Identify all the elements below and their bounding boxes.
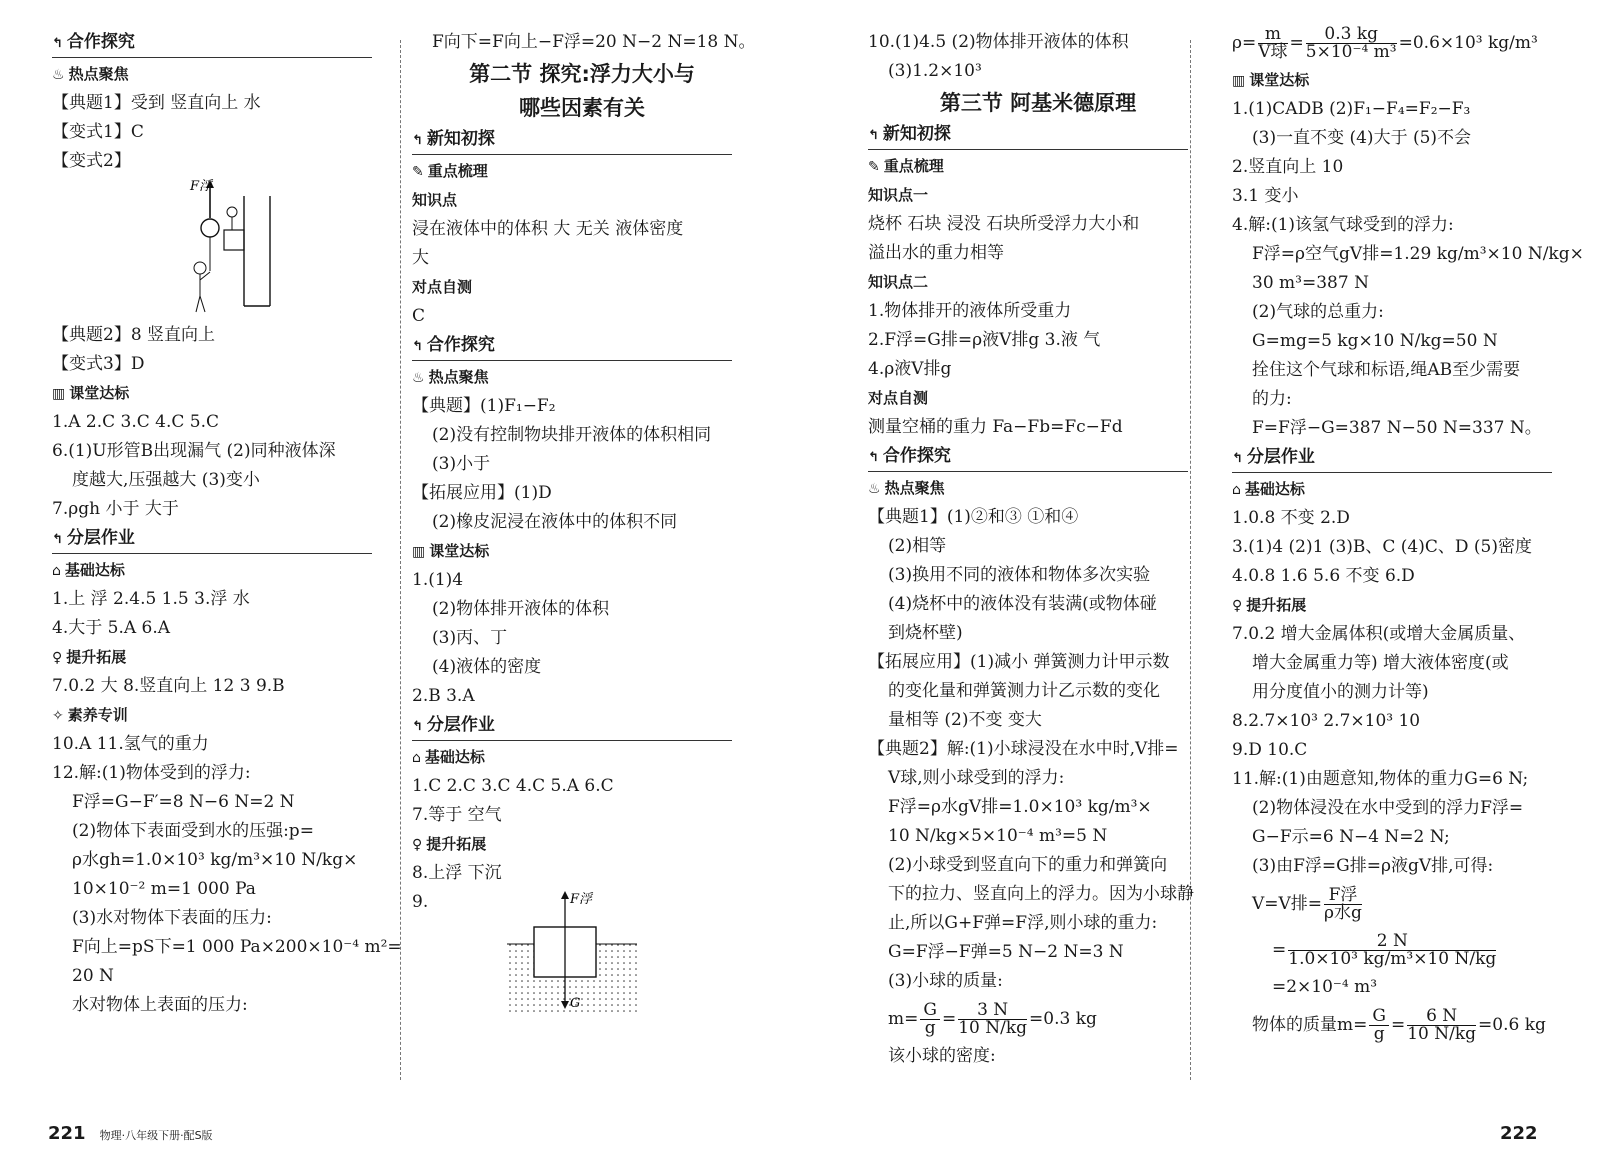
section-heading-new: ↰ 新知初探 — [412, 125, 732, 155]
page-number-right: 222 — [1500, 1123, 1538, 1144]
right-footer — [1500, 1123, 1538, 1144]
knowledge-point-label: 知识点一 — [868, 186, 929, 204]
answer-line: (3)由F浮=G排=ρ液gV排,可得: — [1252, 856, 1494, 876]
force-diagram — [412, 889, 752, 1014]
answer-line: 浸在液体中的体积 大 无关 液体密度 — [412, 219, 684, 239]
book-icon: ▥ — [52, 386, 66, 402]
answer-line: 大 — [412, 248, 429, 268]
subheading-class: ▥ 课堂达标 — [52, 379, 392, 408]
section-heading-coop: ↰ 合作探究 — [412, 331, 732, 361]
buoyancy-label: F浮 — [190, 179, 213, 194]
column-4 — [1232, 24, 1584, 1048]
chapter-title: 第三节 阿基米德原理 — [939, 91, 1137, 115]
volume-formula-step: = $\frac{2 N}{\text{1.0×10³ kg/m³×10 N/kg}}$ — [1272, 931, 1497, 969]
answer-line: 9.D 10.C — [1232, 740, 1308, 760]
answer-line: 3.(1)4 (2)1 (3)B、C (4)C、D (5)密度 — [1232, 537, 1533, 557]
answer-line: (4)液体的密度 — [432, 657, 542, 677]
subheading-hot: ♨ 热点聚焦 — [868, 474, 1208, 503]
answer-line: 用分度值小的测力计等) — [1252, 682, 1429, 702]
section-arrow-icon: ↰ — [1232, 451, 1243, 466]
column-3 — [868, 28, 1208, 1071]
answer-line: 7.等于 空气 — [412, 805, 502, 825]
answer-line: F浮=ρ水gV排=1.0×10³ kg/m³× — [888, 797, 1152, 817]
answer-line: ρ水gh=1.0×10³ kg/m³×10 N/kg× — [72, 850, 358, 870]
answer-line: 20 N — [72, 966, 114, 986]
answer-line: (2)物体下表面受到水的压强:p= — [72, 821, 314, 841]
section-heading-layer: ↰ 分层作业 — [52, 524, 372, 554]
subheading-extend: ♀ 提升拓展 — [412, 830, 752, 859]
answer-line: 该小球的密度: — [888, 1046, 996, 1066]
answer-line: 水对物体上表面的压力: — [72, 995, 248, 1015]
answer-line: 10×10⁻² m=1 000 Pa — [72, 879, 256, 899]
answer-line: (2)橡皮泥浸在液体中的体积不同 — [432, 512, 678, 532]
section-arrow-icon: ↰ — [52, 532, 63, 547]
answer-line: =2×10⁻⁴ m³ — [1272, 977, 1378, 997]
answer-line: 1.A 2.C 3.C 4.C 5.C — [52, 412, 220, 432]
answer-line: 4.大于 5.A 6.A — [52, 618, 171, 638]
answer-line: (2)相等 — [888, 536, 947, 556]
pulley-figure — [52, 176, 392, 321]
subheading-extend: ♀ 提升拓展 — [52, 643, 392, 672]
answer-line: G=mg=5 kg×10 N/kg=50 N — [1252, 331, 1498, 351]
mass-formula: m= $\frac{G}{g}$ = $\frac{3 N}{10 N/kg}$ =0.3 kg — [888, 1000, 1097, 1038]
book-icon: ▥ — [1232, 73, 1246, 89]
answer-line: 烧杯 石块 浸没 石块所受浮力大小和 — [868, 214, 1140, 234]
answer-line: (2)物体浸没在水中受到的浮力F浮= — [1252, 798, 1524, 818]
column-2 — [412, 28, 756, 1014]
answer-line: 1.0.8 不变 2.D — [1232, 508, 1350, 528]
gravity-label: G — [570, 996, 581, 1011]
subheading-hot: ♨ 热点聚焦 — [412, 363, 752, 392]
section-arrow-icon: ↰ — [52, 36, 63, 51]
answer-line: 6.(1)U形管B出现漏气 (2)同种液体深 — [52, 441, 336, 461]
answer-line: 4.0.8 1.6 5.6 不变 6.D — [1232, 566, 1415, 586]
pulley-diagram — [52, 176, 392, 321]
pencil-icon: ✎ — [868, 159, 880, 175]
answer-line: 【典题2】解:(1)小球浸没在水中时,V排= — [868, 739, 1179, 759]
answer-line: (3)水对物体下表面的压力: — [72, 908, 272, 928]
subheading-key: ✎ 重点梳理 — [412, 157, 752, 186]
star-icon: ✧ — [52, 708, 64, 724]
answer-line: 量相等 (2)不变 变大 — [888, 710, 1042, 730]
bulb-icon: ♀ — [412, 837, 423, 853]
page-number-left: 221 — [48, 1123, 86, 1144]
answer-line: G=F浮−F弹=5 N−2 N=3 N — [888, 942, 1124, 962]
answer-line: 7.0.2 大 8.竖直向上 12 3 9.B — [52, 676, 285, 696]
answer-line: 测量空桶的重力 Fa−Fb=Fc−Fd — [868, 417, 1123, 437]
answer-line: 10.(1)4.5 (2)物体排开液体的体积 — [868, 32, 1129, 52]
buoyancy-label: F浮 — [570, 892, 593, 907]
answer-line: 9. — [412, 892, 429, 912]
answer-line: 【变式1】C — [52, 122, 144, 142]
answer-line: 【典题2】8 竖直向上 — [52, 325, 216, 345]
answer-line: (3)小球的质量: — [888, 971, 1003, 991]
subheading-basic: ⌂ 基础达标 — [1232, 475, 1562, 504]
answer-line: (3)丙、丁 — [432, 628, 508, 648]
section-heading-layer: ↰ 分层作业 — [1232, 443, 1552, 473]
volume-formula: V=V排= $\frac{\text{F浮}}{\text{ρ水g}}$ — [1252, 885, 1362, 923]
answer-line: 2.竖直向上 10 — [1232, 157, 1344, 177]
subheading-class: ▥ 课堂达标 — [1232, 66, 1562, 95]
answer-line: 11.解:(1)由题意知,物体的重力G=6 N; — [1232, 769, 1529, 789]
answer-line: 的力: — [1252, 389, 1292, 409]
floating-block-figure — [412, 889, 752, 1014]
answer-line: 1.物体排开的液体所受重力 — [868, 301, 1072, 321]
column-1 — [52, 28, 402, 1020]
answer-line: 1.(1)4 — [412, 570, 464, 590]
section-heading-coop: ↰ 合作探究 — [52, 28, 372, 58]
answer-line: 【变式3】D — [52, 354, 145, 374]
subheading-basic: ⌂ 基础达标 — [412, 743, 752, 772]
column-divider-left — [400, 40, 402, 1080]
answer-line: 止,所以G+F弹=F浮,则小球的重力: — [888, 913, 1158, 933]
answer-line: 【典题1】(1)②和③ ①和④ — [868, 507, 1079, 527]
answer-line: F浮=G−F′=8 N−6 N=2 N — [72, 792, 295, 812]
section-arrow-icon: ↰ — [412, 719, 423, 734]
answer-line: 1.上 浮 2.4.5 1.5 3.浮 水 — [52, 589, 250, 609]
answer-line: 增大金属重力等) 增大液体密度(或 — [1252, 653, 1509, 673]
subheading-extend: ♀ 提升拓展 — [1232, 591, 1562, 620]
answer-line: 溢出水的重力相等 — [868, 243, 1004, 263]
section-heading-layer: ↰ 分层作业 — [412, 711, 732, 741]
answer-line: 2.B 3.A — [412, 686, 475, 706]
answer-line: F向下=F向上−F浮=20 N−2 N=18 N。 — [432, 32, 756, 52]
knowledge-point-label: 知识点二 — [868, 273, 929, 291]
base-icon: ⌂ — [52, 563, 61, 579]
answer-line: (3)换用不同的液体和物体多次实验 — [888, 565, 1151, 585]
pencil-icon: ✎ — [412, 164, 424, 180]
answer-line: (3)小于 — [432, 454, 491, 474]
section-heading-new: ↰ 新知初探 — [868, 120, 1188, 150]
answer-line: 30 m³=387 N — [1252, 273, 1369, 293]
answer-line: 【拓展应用】(1)减小 弹簧测力计甲示数 — [868, 652, 1170, 672]
answer-line: 2.F浮=G排=ρ液V排g 3.液 气 — [868, 330, 1101, 350]
answer-line: 3.1 变小 — [1232, 186, 1299, 206]
flame-icon: ♨ — [412, 370, 425, 386]
answer-line: (2)气球的总重力: — [1252, 302, 1384, 322]
answer-line: 1.C 2.C 3.C 4.C 5.A 6.C — [412, 776, 614, 796]
answer-line: V球,则小球受到的浮力: — [888, 768, 1065, 788]
answer-line: (4)烧杯中的液体没有装满(或物体碰 — [888, 594, 1157, 614]
answer-line: 1.(1)CADB (2)F₁−F₄=F₂−F₃ — [1232, 99, 1471, 119]
answer-line: 7.0.2 增大金属体积(或增大金属质量、 — [1232, 624, 1526, 644]
base-icon: ⌂ — [1232, 482, 1241, 498]
answer-line: F=F浮−G=387 N−50 N=337 N。 — [1252, 418, 1542, 438]
answer-line: F向上=pS下=1 000 Pa×200×10⁻⁴ m²= — [72, 937, 402, 957]
answer-line: 10.A 11.氢气的重力 — [52, 734, 209, 754]
left-footer — [48, 1123, 213, 1144]
knowledge-point-label: 知识点 — [412, 191, 458, 209]
subheading-key: ✎ 重点梳理 — [868, 152, 1208, 181]
answer-line: 10 N/kg×5×10⁻⁴ m³=5 N — [888, 826, 1108, 846]
bulb-icon: ♀ — [52, 650, 63, 666]
answer-line: 8.2.7×10³ 2.7×10³ 10 — [1232, 711, 1421, 731]
book-icon: ▥ — [412, 544, 426, 560]
answer-line: (2)小球受到竖直向下的重力和弹簧向 — [888, 855, 1168, 875]
answer-line: (3)一直不变 (4)大于 (5)不会 — [1252, 128, 1472, 148]
chapter-title-cont: 哪些因素有关 — [519, 96, 645, 120]
answer-line: 到烧杯壁) — [888, 623, 963, 643]
answer-line: 4.解:(1)该氢气球受到的浮力: — [1232, 215, 1454, 235]
subheading-hot: ♨ 热点聚焦 — [52, 60, 392, 89]
section-arrow-icon: ↰ — [412, 339, 423, 354]
answer-line: (2)没有控制物块排开液体的体积相同 — [432, 425, 712, 445]
subheading-basic: ⌂ 基础达标 — [52, 556, 392, 585]
flame-icon: ♨ — [52, 67, 65, 83]
chapter-title: 第二节 探究:浮力大小与 — [469, 62, 695, 86]
flame-icon: ♨ — [868, 481, 881, 497]
answer-line: 度越大,压强越大 (3)变小 — [72, 470, 260, 490]
self-test-label: 对点自测 — [868, 389, 929, 407]
answer-line: (3)1.2×10³ — [888, 61, 982, 81]
self-test-label: 对点自测 — [412, 278, 473, 296]
subheading-class: ▥ 课堂达标 — [412, 537, 752, 566]
answer-line: 的变化量和弹簧测力计乙示数的变化 — [888, 681, 1160, 701]
answer-line: 下的拉力、竖直向上的浮力。因为小球静 — [888, 884, 1194, 904]
bulb-icon: ♀ — [1232, 598, 1243, 614]
answer-line: C — [412, 306, 426, 326]
answer-line: 4.ρ液V排g — [868, 359, 952, 379]
answer-line: 【典题】(1)F₁−F₂ — [412, 396, 556, 416]
answer-line: G−F示=6 N−4 N=2 N; — [1252, 827, 1450, 847]
section-arrow-icon: ↰ — [412, 133, 423, 148]
density-formula: ρ= $\frac{m}{\text{V球}}$ = $\frac{0.3 kg}{\text{5×10⁻⁴ m³}}$ =0.6×10³ kg/m³ — [1232, 24, 1538, 62]
answer-line: 拴住这个气球和标语,绳AB至少需要 — [1252, 360, 1521, 380]
answer-line: 【典题1】受到 竖直向上 水 — [52, 93, 261, 113]
answer-line: 【拓展应用】(1)D — [412, 483, 552, 503]
answer-line: 12.解:(1)物体受到的浮力: — [52, 763, 251, 783]
answer-line: 8.上浮 下沉 — [412, 863, 502, 883]
section-arrow-icon: ↰ — [868, 128, 879, 143]
subheading-literacy: ✧ 素养专训 — [52, 701, 392, 730]
book-info: 物理·八年级下册·配S版 — [99, 1129, 213, 1142]
answer-line: 【变式2】 — [52, 151, 131, 171]
base-icon: ⌂ — [412, 750, 421, 766]
answer-line: F浮=ρ空气gV排=1.29 kg/m³×10 N/kg× — [1252, 244, 1584, 264]
answer-line: 7.ρgh 小于 大于 — [52, 499, 179, 519]
section-heading-coop: ↰ 合作探究 — [868, 442, 1188, 472]
answer-line: (2)物体排开液体的体积 — [432, 599, 610, 619]
mass-formula: 物体的质量m= $\frac{G}{g}$ = $\frac{6 N}{10 N/kg}$ =0.6 kg — [1252, 1006, 1546, 1044]
section-arrow-icon: ↰ — [868, 450, 879, 465]
